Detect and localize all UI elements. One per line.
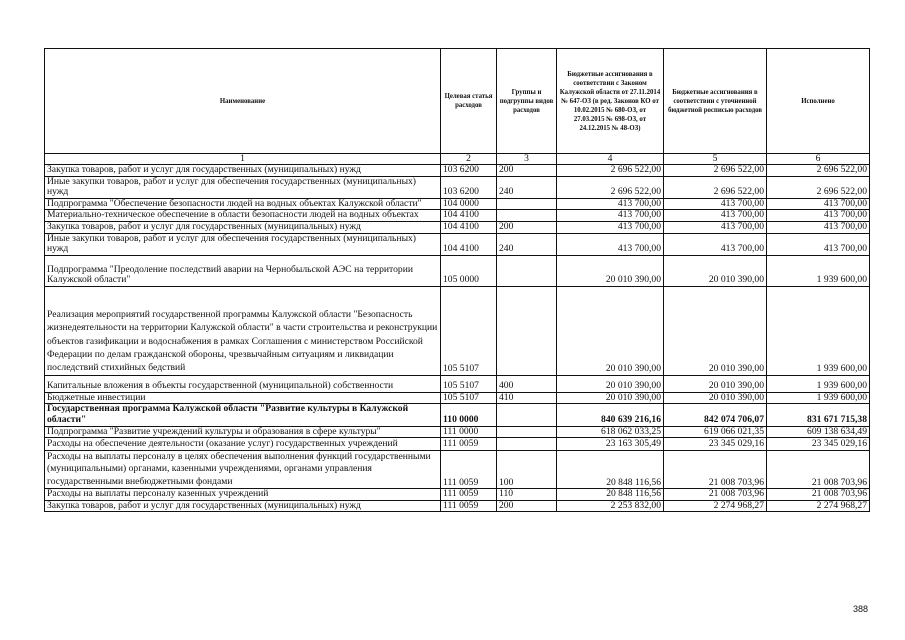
row-group: 410 <box>497 392 557 404</box>
row-refined-amount: 842 074 706,07 <box>664 404 767 426</box>
header-name: Наименование <box>45 49 441 154</box>
row-law-amount: 20 848 116,56 <box>557 489 664 501</box>
row-refined-amount: 413 700,00 <box>664 233 767 255</box>
table-row <box>45 450 870 489</box>
header-row <box>45 49 870 154</box>
row-law-amount: 2 253 832,00 <box>557 500 664 512</box>
row-name: Закупка товаров, работ и услуг для государственных (муниципальных) нужд <box>45 221 441 233</box>
table-row <box>45 375 870 392</box>
row-law-amount: 413 700,00 <box>557 198 664 210</box>
row-name: Расходы на обеспечение деятельности (оказание услуг) государственных учреждений <box>45 438 441 451</box>
row-refined-amount: 20 010 390,00 <box>664 375 767 392</box>
row-law-amount: 20 848 116,56 <box>557 450 664 489</box>
row-group: 100 <box>497 450 557 489</box>
table-row <box>45 221 870 233</box>
row-refined-amount: 2 696 522,00 <box>664 176 767 198</box>
row-executed-amount: 1 939 600,00 <box>767 286 870 375</box>
row-code: 103 6200 <box>441 165 497 177</box>
row-executed-amount: 2 696 522,00 <box>767 165 870 177</box>
row-code: 104 4100 <box>441 233 497 255</box>
row-law-amount: 2 696 522,00 <box>557 176 664 198</box>
col-number: 5 <box>664 154 767 165</box>
row-refined-amount: 21 008 703,96 <box>664 450 767 489</box>
row-name: Иные закупки товаров, работ и услуг для обеспечения государственных (муниципальных) нужд <box>45 176 441 198</box>
table-row <box>45 165 870 177</box>
budget-table <box>44 48 870 512</box>
row-refined-amount: 20 010 390,00 <box>664 255 767 286</box>
row-code: 111 0000 <box>441 426 497 438</box>
row-law-amount: 413 700,00 <box>557 221 664 233</box>
row-executed-amount: 609 138 634,49 <box>767 426 870 438</box>
row-code: 111 0059 <box>441 500 497 512</box>
row-name: Расходы на выплаты персоналу в целях обеспечения выполнения функций государственными (муниципальными) органами, казенными учреждениями, органами управления государственными внебюджетными фондами <box>45 450 441 489</box>
row-group <box>497 255 557 286</box>
row-law-amount: 413 700,00 <box>557 210 664 222</box>
col-number: 1 <box>45 154 441 165</box>
col-number: 4 <box>557 154 664 165</box>
row-name: Подпрограмма "Обеспечение безопасности людей на водных объектах Калужской области" <box>45 198 441 210</box>
row-executed-amount: 21 008 703,96 <box>767 450 870 489</box>
header-refined: Бюджетные ассигнования в соответствии с уточненной бюджетной росписью расходов <box>664 49 767 154</box>
table-row <box>45 404 870 426</box>
row-name: Иные закупки товаров, работ и услуг для обеспечения государственных (муниципальных) нужд <box>45 233 441 255</box>
row-refined-amount: 2 696 522,00 <box>664 165 767 177</box>
header-groups: Группы и подгруппы видов расходов <box>497 49 557 154</box>
row-executed-amount: 21 008 703,96 <box>767 489 870 501</box>
row-name: Бюджетные инвестиции <box>45 392 441 404</box>
header-law: Бюджетные ассигнования в соответствии с Законом Калужской области от 27.11.2014 № 647-ОЗ (в ред. Законов КО от 10.02.2015 № 680-ОЗ, от 27.03.2015 № 698-ОЗ, от 24.12.2015 № 48-ОЗ) <box>557 49 664 154</box>
row-code: 105 5107 <box>441 375 497 392</box>
row-law-amount: 840 639 216,16 <box>557 404 664 426</box>
table-row <box>45 176 870 198</box>
row-code: 104 0000 <box>441 198 497 210</box>
row-group: 400 <box>497 375 557 392</box>
table-row <box>45 500 870 512</box>
row-executed-amount: 23 345 029,16 <box>767 438 870 451</box>
row-code: 110 0000 <box>441 404 497 426</box>
row-group: 240 <box>497 233 557 255</box>
row-code: 103 6200 <box>441 176 497 198</box>
row-name: Закупка товаров, работ и услуг для государственных (муниципальных) нужд <box>45 500 441 512</box>
table-row <box>45 438 870 451</box>
row-refined-amount: 619 066 021,35 <box>664 426 767 438</box>
row-name: Закупка товаров, работ и услуг для государственных (муниципальных) нужд <box>45 165 441 177</box>
row-name: Материально-техническое обеспечение в области безопасности людей на водных объектах <box>45 210 441 222</box>
row-executed-amount: 1 939 600,00 <box>767 375 870 392</box>
row-group <box>497 426 557 438</box>
row-executed-amount: 413 700,00 <box>767 198 870 210</box>
row-group <box>497 286 557 375</box>
table-row <box>45 255 870 286</box>
row-refined-amount: 413 700,00 <box>664 221 767 233</box>
row-law-amount: 23 163 305,49 <box>557 438 664 451</box>
col-number: 6 <box>767 154 870 165</box>
row-executed-amount: 831 671 715,38 <box>767 404 870 426</box>
table-row <box>45 210 870 222</box>
row-executed-amount: 1 939 600,00 <box>767 392 870 404</box>
row-law-amount: 20 010 390,00 <box>557 392 664 404</box>
row-executed-amount: 413 700,00 <box>767 233 870 255</box>
row-code: 111 0059 <box>441 438 497 451</box>
row-executed-amount: 2 696 522,00 <box>767 176 870 198</box>
row-name: Государственная программа Калужской области "Развитие культуры в Калужской области" <box>45 404 441 426</box>
table-row <box>45 426 870 438</box>
row-group <box>497 438 557 451</box>
row-law-amount: 20 010 390,00 <box>557 375 664 392</box>
row-group: 110 <box>497 489 557 501</box>
header-executed: Исполнено <box>767 49 870 154</box>
row-code: 104 4100 <box>441 210 497 222</box>
table-row <box>45 392 870 404</box>
column-number-row <box>45 154 870 165</box>
row-executed-amount: 413 700,00 <box>767 221 870 233</box>
row-code: 105 5107 <box>441 392 497 404</box>
row-name: Реализация мероприятий государственной программы Калужской области "Безопасность жизнедеятельности на территории Калужской области" в части строительства и реконструкции объектов газификации и водоснабжения в рамках Соглашения с министерством Российской Федерации по делам гражданской обороны, чрезвычайным ситуациям и ликвидации последствий стихийных бедствий <box>45 286 441 375</box>
table-row <box>45 233 870 255</box>
row-refined-amount: 2 274 968,27 <box>664 500 767 512</box>
row-group: 200 <box>497 221 557 233</box>
row-law-amount: 2 696 522,00 <box>557 165 664 177</box>
row-group <box>497 198 557 210</box>
row-refined-amount: 23 345 029,16 <box>664 438 767 451</box>
row-name: Подпрограмма "Развитие учреждений культуры и образования в сфере культуры" <box>45 426 441 438</box>
col-number: 3 <box>497 154 557 165</box>
row-code: 105 5107 <box>441 286 497 375</box>
row-refined-amount: 20 010 390,00 <box>664 392 767 404</box>
table-row <box>45 286 870 375</box>
row-refined-amount: 21 008 703,96 <box>664 489 767 501</box>
row-refined-amount: 20 010 390,00 <box>664 286 767 375</box>
row-law-amount: 20 010 390,00 <box>557 255 664 286</box>
row-group <box>497 404 557 426</box>
row-name: Капитальные вложения в объекты государственной (муниципальной) собственности <box>45 375 441 392</box>
row-law-amount: 618 062 033,25 <box>557 426 664 438</box>
row-name: Расходы на выплаты персоналу казенных учреждений <box>45 489 441 501</box>
header-target: Целевая статья расходов <box>441 49 497 154</box>
row-executed-amount: 413 700,00 <box>767 210 870 222</box>
row-refined-amount: 413 700,00 <box>664 210 767 222</box>
row-executed-amount: 2 274 968,27 <box>767 500 870 512</box>
row-executed-amount: 1 939 600,00 <box>767 255 870 286</box>
col-number: 2 <box>441 154 497 165</box>
row-code: 105 0000 <box>441 255 497 286</box>
row-group: 200 <box>497 500 557 512</box>
row-code: 111 0059 <box>441 450 497 489</box>
row-code: 111 0059 <box>441 489 497 501</box>
page-number: 388 <box>853 604 869 614</box>
table-row <box>45 198 870 210</box>
row-group: 200 <box>497 165 557 177</box>
row-law-amount: 413 700,00 <box>557 233 664 255</box>
row-group <box>497 210 557 222</box>
table-row <box>45 489 870 501</box>
row-refined-amount: 413 700,00 <box>664 198 767 210</box>
row-group: 240 <box>497 176 557 198</box>
row-law-amount: 20 010 390,00 <box>557 286 664 375</box>
row-code: 104 4100 <box>441 221 497 233</box>
row-name: Подпрограмма "Преодоление последствий аварии на Чернобыльской АЭС на территории Калужской области" <box>45 255 441 286</box>
